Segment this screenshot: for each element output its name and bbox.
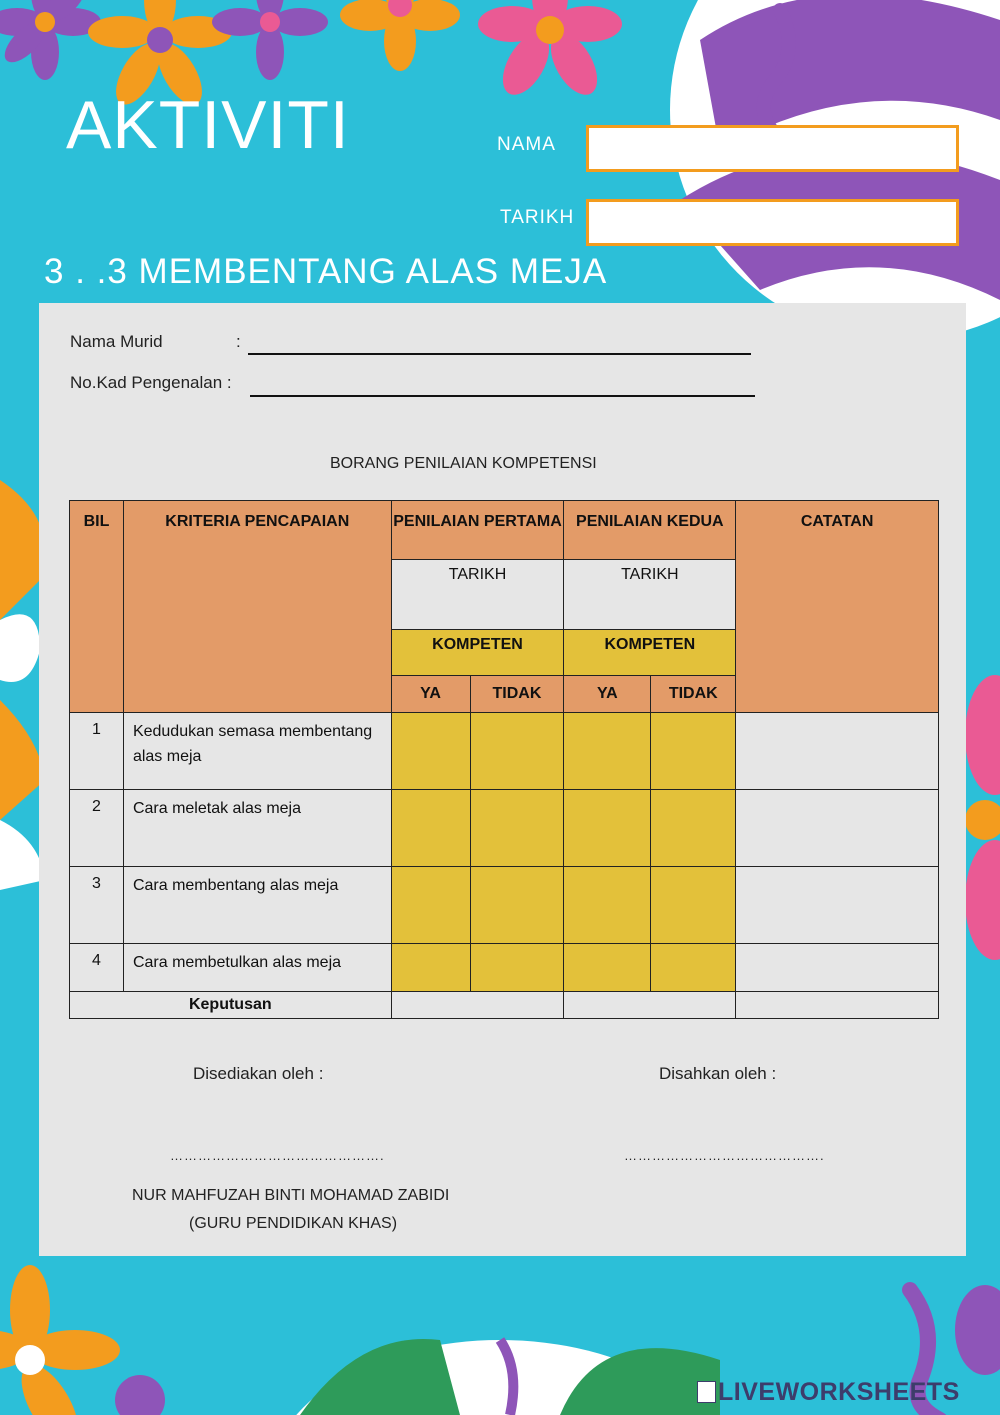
competency-table — [69, 500, 939, 1019]
ic-line — [250, 395, 755, 397]
ya-pertama-cell[interactable] — [391, 867, 470, 944]
table-row — [70, 713, 939, 790]
kompeten-pertama-header: KOMPETEN — [391, 630, 564, 676]
student-name-label: Nama Murid — [70, 332, 163, 351]
student-name-line — [248, 353, 751, 355]
ya-pertama-cell[interactable] — [391, 713, 470, 790]
table-row — [70, 944, 939, 992]
ic-label: No.Kad Pengenalan : — [70, 373, 232, 392]
prepared-by-label: Disediakan oleh : — [193, 1064, 324, 1083]
catatan-cell[interactable] — [736, 713, 939, 790]
penilaian-kedua-header: PENILAIAN KEDUA — [564, 501, 736, 560]
ya-pertama-cell[interactable] — [391, 944, 470, 992]
teacher-name: NUR MAHFUZAH BINTI MOHAMAD ZABIDI — [132, 1187, 450, 1204]
liveworksheets-logo[interactable] — [697, 1378, 960, 1407]
tidak-kedua-header: TIDAK — [651, 676, 736, 713]
tidak-kedua-cell[interactable] — [651, 790, 736, 867]
right-pink-decoration — [965, 675, 1000, 960]
kriteria-header: KRITERIA PENCAPAIAN — [123, 501, 391, 713]
teacher-role: (GURU PENDIDIKAN KHAS) — [189, 1215, 398, 1232]
row-number: 3 — [70, 867, 124, 944]
row-number: 1 — [70, 713, 124, 790]
tidak-pertama-cell[interactable] — [470, 944, 564, 992]
kompeten-kedua-header: KOMPETEN — [564, 630, 736, 676]
tarikh-kedua-cell[interactable]: TARIKH — [564, 560, 736, 630]
row-number: 2 — [70, 790, 124, 867]
row-criteria: Cara meletak alas meja — [123, 790, 391, 867]
tidak-pertama-cell[interactable] — [470, 713, 564, 790]
keputusan-pertama-cell[interactable] — [391, 992, 564, 1019]
tidak-kedua-cell[interactable] — [651, 867, 736, 944]
penilaian-pertama-header: PENILAIAN PERTAMA — [391, 501, 564, 560]
ya-kedua-cell[interactable] — [564, 713, 651, 790]
liveworksheets-icon — [697, 1381, 716, 1403]
tidak-pertama-cell[interactable] — [470, 867, 564, 944]
ya-kedua-cell[interactable] — [564, 867, 651, 944]
keputusan-label: Keputusan — [70, 992, 392, 1019]
table-row — [70, 867, 939, 944]
keputusan-catatan-cell[interactable] — [736, 992, 939, 1019]
bil-header: BIL — [70, 501, 124, 713]
ya-kedua-cell[interactable] — [564, 790, 651, 867]
approved-by-label: Disahkan oleh : — [659, 1064, 777, 1083]
signature-dots-left: ………………………………………. — [170, 1148, 385, 1163]
ya-kedua-header: YA — [564, 676, 651, 713]
brand-text: LIVEWORKSHEETS — [718, 1378, 960, 1406]
row-criteria: Cara membentang alas meja — [123, 867, 391, 944]
nama-label: NAMA — [497, 134, 556, 155]
tarikh-label: TARIKH — [500, 207, 575, 228]
keputusan-kedua-cell[interactable] — [564, 992, 736, 1019]
catatan-cell[interactable] — [736, 944, 939, 992]
tidak-pertama-cell[interactable] — [470, 790, 564, 867]
student-name-colon: : — [236, 332, 241, 351]
row-criteria: Cara membetulkan alas meja — [123, 944, 391, 992]
assessment-form-sheet — [39, 303, 966, 1256]
catatan-cell[interactable] — [736, 790, 939, 867]
row-criteria: Kedudukan semasa membentang alas meja — [123, 713, 391, 790]
tarikh-input[interactable] — [586, 199, 959, 246]
ya-pertama-cell[interactable] — [391, 790, 470, 867]
ya-kedua-cell[interactable] — [564, 944, 651, 992]
row-number: 4 — [70, 944, 124, 992]
activity-subtitle: 3 . .3 MEMBENTANG ALAS MEJA — [44, 252, 608, 291]
catatan-header: CATATAN — [736, 501, 939, 713]
keputusan-row — [70, 992, 939, 1019]
ya-pertama-header: YA — [391, 676, 470, 713]
signature-dots-right: ……………………………………. — [624, 1148, 825, 1163]
tarikh-pertama-cell[interactable]: TARIKH — [391, 560, 564, 630]
catatan-cell[interactable] — [736, 867, 939, 944]
tidak-kedua-cell[interactable] — [651, 713, 736, 790]
page-title: AKTIVITI — [66, 87, 350, 163]
form-title: BORANG PENILAIAN KOMPETENSI — [330, 455, 597, 472]
table-row — [70, 790, 939, 867]
tidak-pertama-header: TIDAK — [470, 676, 564, 713]
tidak-kedua-cell[interactable] — [651, 944, 736, 992]
nama-input[interactable] — [586, 125, 959, 172]
